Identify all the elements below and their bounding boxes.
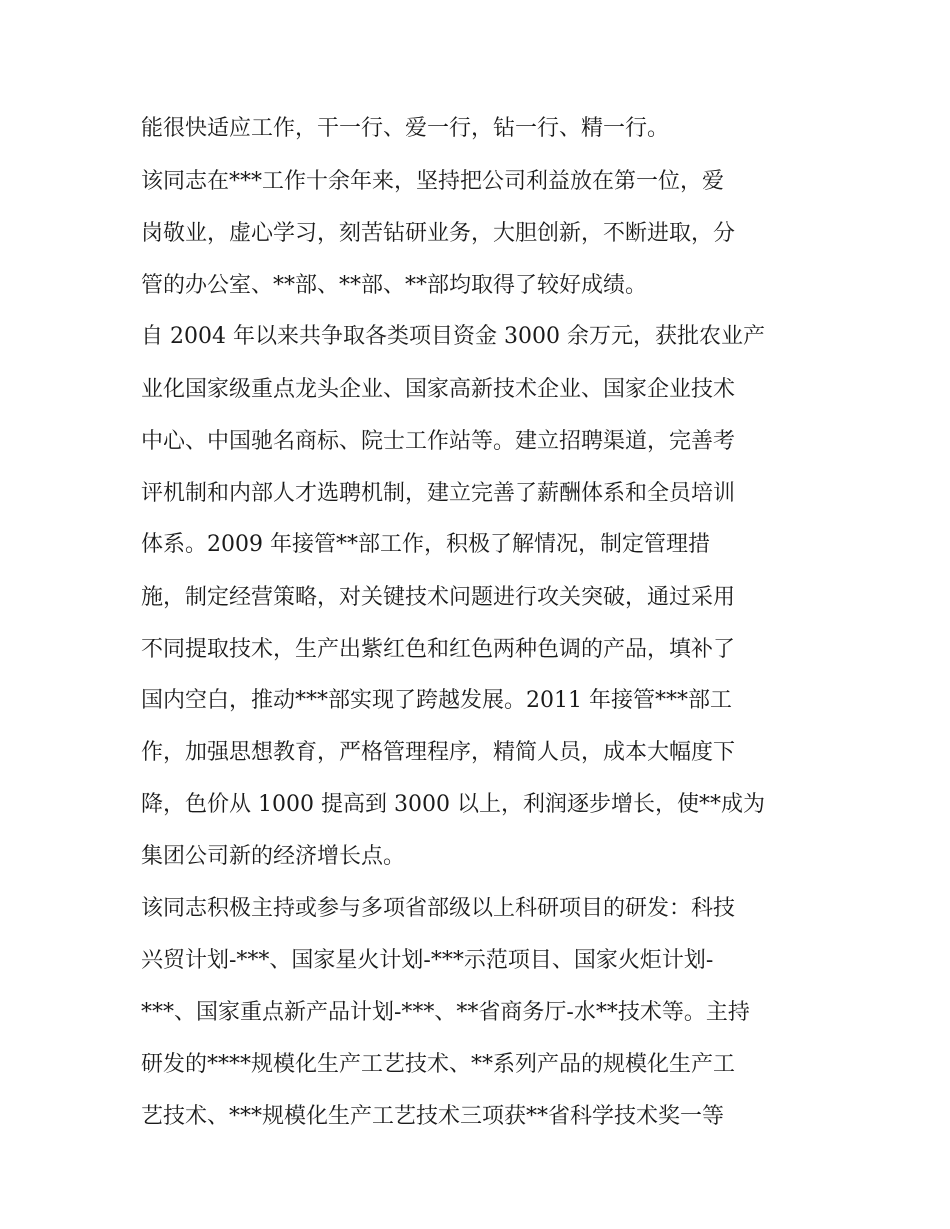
text-line: 管的办公室、**部、**部、**部均取得了较好成绩。 bbox=[141, 273, 648, 298]
text-line: 业化国家级重点龙头企业、国家高新技术企业、国家企业技术 bbox=[141, 377, 736, 402]
text-line: 兴贸计划-***、国家星火计划-***示范项目、国家火炬计划- bbox=[141, 948, 714, 973]
text-line: 中心、中国驰名商标、院士工作站等。建立招聘渠道，完善考 bbox=[141, 429, 736, 454]
text-line: 国内空白，推动***部实现了跨越发展。2011 年接管***部工 bbox=[141, 688, 732, 713]
text-line: 作，加强思想教育，严格管理程序，精简人员，成本大幅度下 bbox=[141, 740, 736, 765]
text-line: 评机制和内部人才选聘机制，建立完善了薪酬体系和全员培训 bbox=[141, 481, 736, 506]
text-line: 自 2004 年以来共争取各类项目资金 3000 余万元，获批农业产 bbox=[141, 324, 765, 349]
text-line: 体系。2009 年接管**部工作，积极了解情况，制定管理措 bbox=[141, 532, 710, 557]
text-line: 该同志在***工作十余年来，坚持把公司利益放在第一位，爱 bbox=[141, 169, 725, 194]
text-line: 不同提取技术，生产出紫红色和红色两种色调的产品，填补了 bbox=[141, 637, 736, 662]
text-line: ***、国家重点新产品计划-***、**省商务厅-水**技术等。主持 bbox=[141, 1000, 750, 1025]
text-line: 艺技术、***规模化生产工艺技术三项获**省科学技术奖一等 bbox=[141, 1104, 725, 1129]
text-line: 该同志积极主持或参与多项省部级以上科研项目的研发：科技 bbox=[141, 896, 736, 921]
text-line: 岗敬业，虚心学习，刻苦钻研业务，大胆创新，不断进取，分 bbox=[141, 221, 736, 246]
text-line: 研发的****规模化生产工艺技术、**系列产品的规模化生产工 bbox=[141, 1052, 736, 1077]
text-line: 集团公司新的经济增长点。 bbox=[141, 844, 406, 869]
text-line: 能很快适应工作，干一行、爱一行，钻一行、精一行。 bbox=[141, 116, 670, 141]
text-line: 降，色价从 1000 提高到 3000 以上，利润逐步增长，使**成为 bbox=[141, 792, 765, 817]
text-line: 施，制定经营策略，对关键技术问题进行攻关突破，通过采用 bbox=[141, 585, 736, 610]
